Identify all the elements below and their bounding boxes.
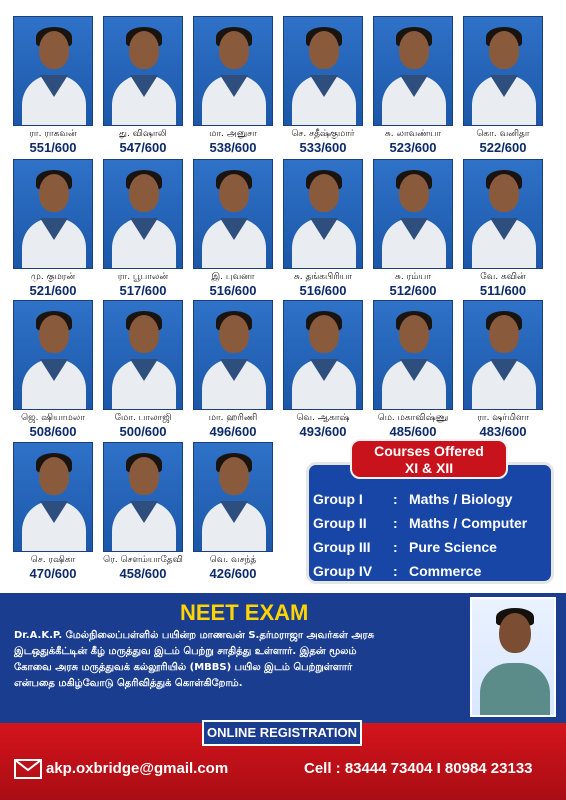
neet-line: இடஒதுக்கீட்டின் கீழ் மருத்துவ இடம் பெற்று சாதித்து உள்ளார். இதன் மூலம்	[14, 646, 357, 657]
course-group-label: Group III	[313, 539, 371, 555]
student-score: 522/600	[479, 140, 527, 155]
student-name: வே. கவின்	[480, 272, 526, 282]
student-score: 458/600	[119, 566, 167, 581]
student-name: மோ. பாலாஜி	[114, 413, 172, 423]
student-score: 500/600	[119, 424, 167, 439]
neet-student-photo	[470, 597, 556, 717]
student-name: கொ. வனிதா	[476, 129, 530, 139]
student-score: 483/600	[479, 424, 527, 439]
student-card	[459, 300, 547, 439]
neet-line: Dr.A.K.P. மேல்நிலைப்பள்ளில் பயின்ற மாணவன் S.தர்மராஜா அவர்கள் அரசு	[14, 630, 375, 641]
student-score: 533/600	[299, 140, 347, 155]
student-photo	[103, 300, 183, 410]
student-photo	[463, 16, 543, 126]
student-card	[99, 159, 187, 298]
student-photo	[103, 16, 183, 126]
courses-title: Courses Offered	[374, 443, 484, 459]
online-registration-button[interactable]: ONLINE REGISTRATION	[202, 720, 362, 746]
student-name: மெ. மகாவிஷ்ணு	[377, 413, 449, 423]
course-row-group-2	[313, 511, 551, 535]
neet-line: கோவை அரசு மருத்துவக் கல்லூரியில் (MBBS) பயில இடம் பெற்றுள்ளார்	[14, 662, 353, 673]
mail-icon	[14, 759, 42, 779]
student-score: 538/600	[209, 140, 257, 155]
course-subjects: Commerce	[409, 563, 482, 579]
student-card	[9, 442, 97, 581]
student-name: சு. ரம்யா	[395, 272, 431, 282]
student-score: 485/600	[389, 424, 437, 439]
student-photo	[193, 159, 273, 269]
student-photo	[373, 16, 453, 126]
student-score: 493/600	[299, 424, 347, 439]
student-score: 547/600	[119, 140, 167, 155]
student-name: மா. அனுசா	[209, 129, 257, 139]
student-card	[9, 300, 97, 439]
student-photo	[13, 159, 93, 269]
student-card	[459, 159, 547, 298]
student-name: மு. குமரன்	[30, 272, 76, 282]
student-name: து. விஷாலி	[119, 129, 167, 139]
student-name: ரா. ராகவன்	[29, 129, 77, 139]
student-score: 426/600	[209, 566, 257, 581]
course-subjects: Maths / Computer	[409, 515, 528, 531]
student-photo	[103, 159, 183, 269]
student-photo	[373, 300, 453, 410]
student-card	[9, 16, 97, 155]
course-row-group-3	[313, 535, 551, 559]
contact-row	[14, 757, 554, 783]
phone-numbers: Cell : 83444 73404 I 80984 23133	[304, 760, 533, 777]
student-card	[279, 16, 367, 155]
student-card	[99, 442, 187, 581]
courses-box	[306, 462, 554, 584]
student-card	[189, 300, 277, 439]
student-card	[369, 159, 457, 298]
student-card	[279, 300, 367, 439]
student-score: 517/600	[119, 283, 167, 298]
student-score: 496/600	[209, 424, 257, 439]
course-group-label: Group I	[313, 491, 363, 507]
student-name: ரா. ஷர்மிளா	[477, 413, 529, 423]
student-photo	[13, 16, 93, 126]
course-subjects: Pure Science	[409, 539, 497, 555]
student-photo	[193, 300, 273, 410]
student-score: 470/600	[29, 566, 77, 581]
student-photo	[373, 159, 453, 269]
neet-description	[14, 628, 474, 692]
neet-line: என்பதை மகிழ்வோடு தெரிவித்துக் கொள்கிறோம்.	[14, 678, 243, 689]
course-separator: :	[393, 563, 398, 579]
student-card	[99, 16, 187, 155]
student-photo	[463, 300, 543, 410]
student-card	[459, 16, 547, 155]
student-name: வெ. வசந்த்	[209, 555, 257, 565]
student-card	[369, 300, 457, 439]
course-group-label: Group II	[313, 515, 367, 531]
student-card	[279, 159, 367, 298]
student-name: ஜெ. ஷியாமலா	[21, 413, 85, 423]
student-name: செ. சதீஷ்குமார்	[291, 129, 355, 139]
student-photo	[283, 300, 363, 410]
course-group-label: Group IV	[313, 563, 373, 579]
course-row-group-1	[313, 487, 551, 511]
course-row-group-4	[313, 559, 551, 583]
student-photo	[103, 442, 183, 552]
student-name: ரா. பூபாலன்	[117, 272, 169, 282]
student-score: 516/600	[209, 283, 257, 298]
student-score: 512/600	[389, 283, 437, 298]
student-card	[189, 16, 277, 155]
neet-title: NEET EXAM	[180, 600, 309, 625]
course-separator: :	[393, 491, 398, 507]
student-card	[189, 159, 277, 298]
student-card	[99, 300, 187, 439]
student-photo	[283, 159, 363, 269]
student-name: சு. தங்கபிரியா	[293, 272, 353, 282]
student-name: இ. புவனா	[211, 272, 255, 282]
student-photo	[193, 442, 273, 552]
student-name: சு. லாவண்யா	[384, 129, 442, 139]
student-score: 508/600	[29, 424, 77, 439]
courses-subtitle: XI & XII	[404, 460, 454, 476]
student-score: 511/600	[479, 283, 527, 298]
student-photo	[13, 442, 93, 552]
student-card	[189, 442, 277, 581]
student-name: செ. ரஷிகா	[30, 555, 76, 565]
email-link[interactable]: akp.oxbridge@gmail.com	[46, 760, 229, 778]
student-name: மா. ஹரிணி	[208, 413, 258, 423]
student-score: 523/600	[389, 140, 437, 155]
course-subjects: Maths / Biology	[409, 491, 513, 507]
student-photo	[13, 300, 93, 410]
student-photo	[283, 16, 363, 126]
student-card	[369, 16, 457, 155]
student-photo	[193, 16, 273, 126]
student-score: 521/600	[29, 283, 77, 298]
student-name: ரெ. சௌம்யாதேவி	[103, 555, 183, 565]
student-score: 551/600	[29, 140, 77, 155]
course-separator: :	[393, 515, 398, 531]
student-name: வெ. ஆகாஷ்	[296, 413, 350, 423]
student-score: 516/600	[299, 283, 347, 298]
courses-offered-badge	[350, 439, 508, 479]
student-photo	[463, 159, 543, 269]
student-card	[9, 159, 97, 298]
course-separator: :	[393, 539, 398, 555]
